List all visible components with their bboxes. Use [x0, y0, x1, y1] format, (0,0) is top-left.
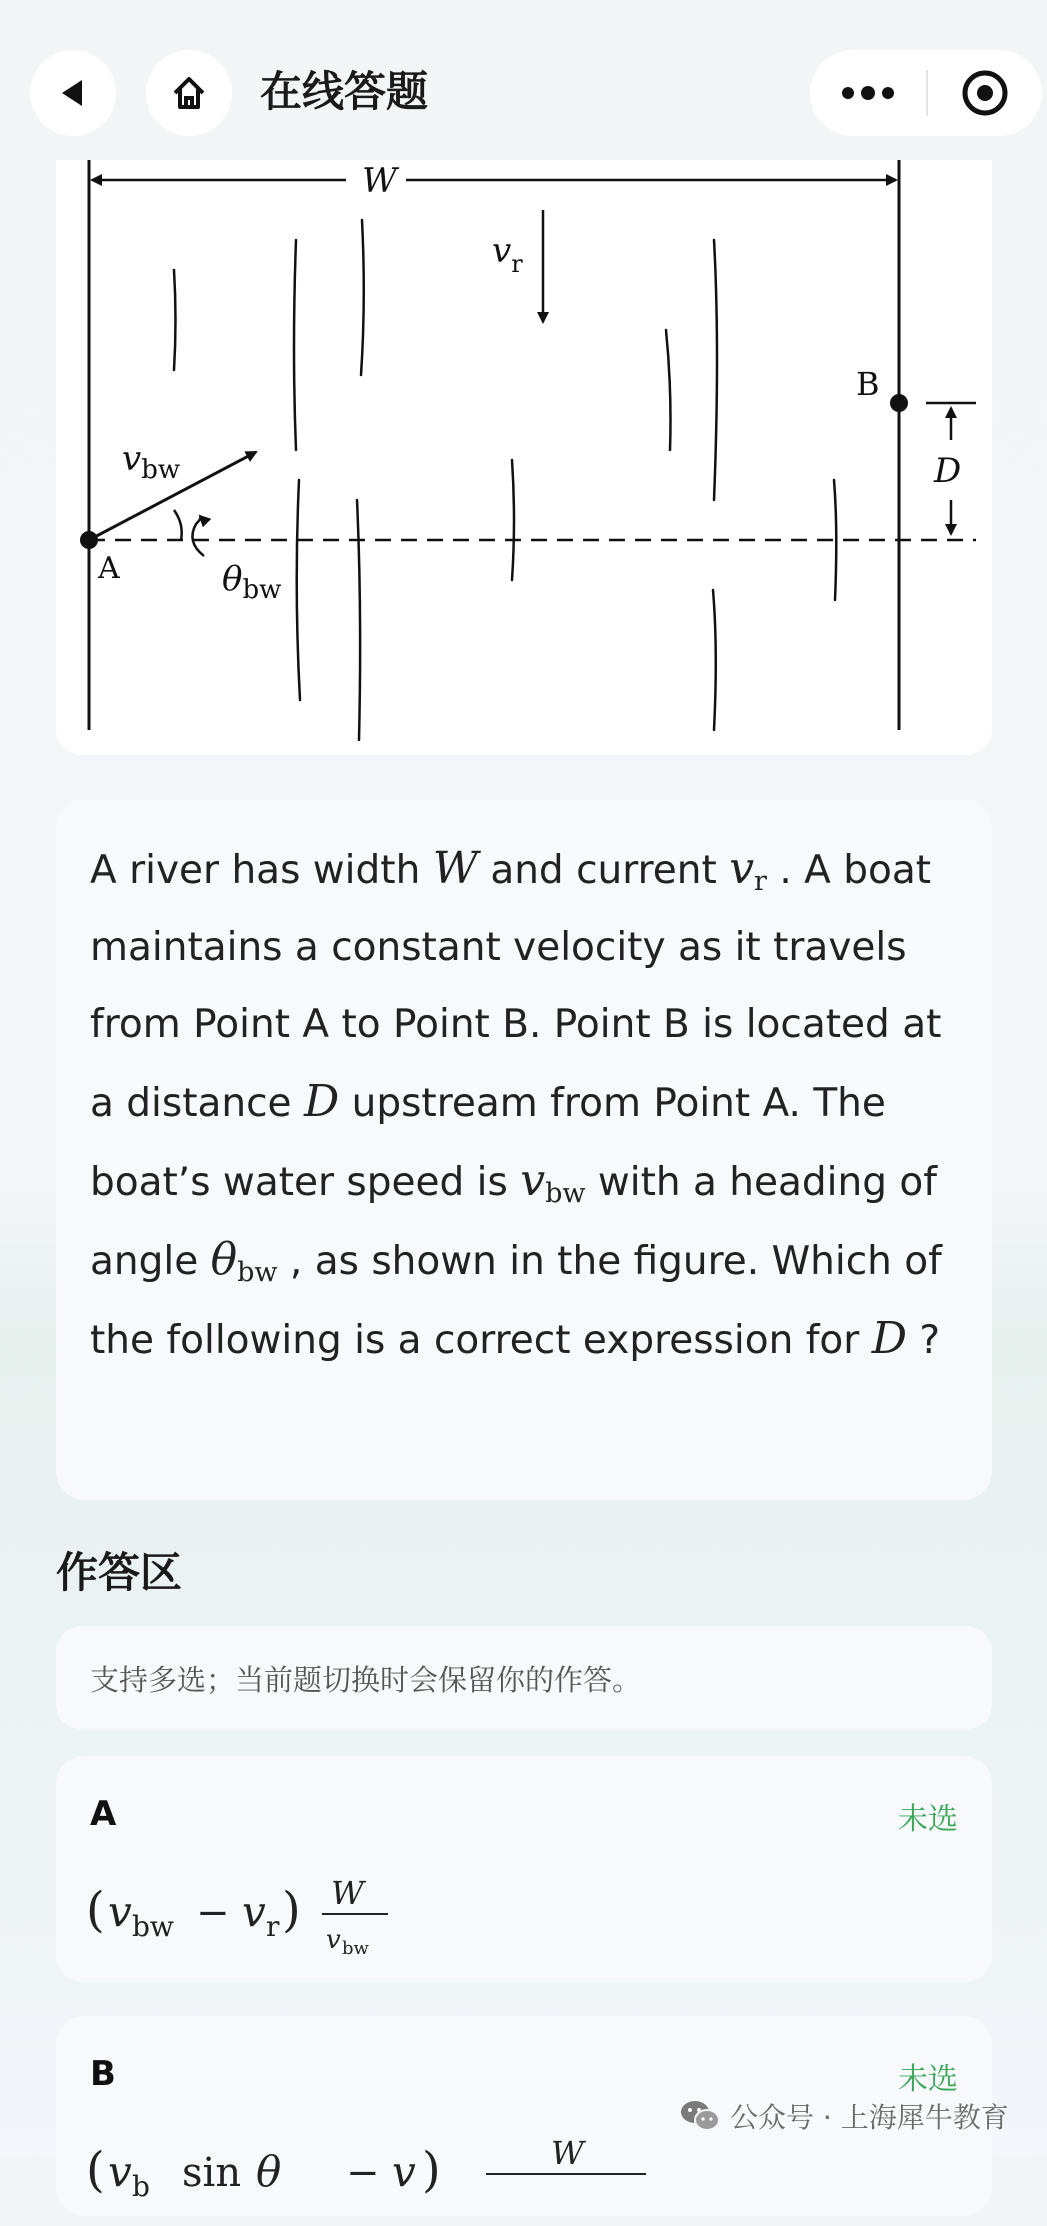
angle-arc — [174, 510, 182, 540]
svg-text:r: r — [266, 1910, 280, 1943]
d-label: D — [934, 451, 962, 491]
option-a-card[interactable] — [56, 1756, 992, 1982]
question-text-part: ? — [907, 1318, 941, 1363]
svg-text:−: − — [196, 1890, 230, 1936]
svg-text:W: W — [551, 2134, 584, 2172]
target-icon — [961, 69, 1009, 117]
svg-text:v: v — [392, 2147, 416, 2196]
question-text-part: with a heading of angle — [90, 1160, 937, 1284]
more-dots-icon — [841, 86, 895, 100]
question-text-part: , as shown in the figure. Which of the following is a correct expression for — [90, 1239, 942, 1363]
svg-text:v: v — [326, 1925, 341, 1955]
question-text-part: A river has width — [90, 848, 433, 893]
home-button[interactable] — [146, 50, 232, 136]
wechat-icon — [680, 2099, 720, 2133]
svg-text:W: W — [331, 1874, 364, 1912]
watermark-text: 公众号 · 上海犀牛教育 — [730, 2101, 1009, 2134]
current-label: $v_r$ — [492, 231, 523, 278]
svg-text:(: ( — [86, 1882, 105, 1938]
svg-text:bw: bw — [342, 1938, 369, 1959]
boat-velocity-label: $v_{bw}$ — [122, 439, 181, 485]
math-vbw: $v_{bw}$ — [520, 1155, 586, 1209]
point-a-label: A — [98, 551, 120, 586]
question-text-part: upstream from Point A. The boat’s water speed is — [90, 1081, 886, 1205]
math-d: D — [871, 1313, 907, 1364]
close-mini-program-button[interactable] — [928, 50, 1042, 136]
svg-text:sin: sin — [182, 2150, 242, 2196]
svg-text:v: v — [242, 1887, 266, 1936]
question-text — [90, 830, 970, 1379]
more-button[interactable] — [810, 50, 926, 136]
svg-text:): ) — [422, 2142, 441, 2198]
back-button[interactable] — [30, 50, 116, 136]
top-nav-bar — [0, 0, 1047, 160]
back-arrow-icon — [56, 76, 90, 110]
svg-text:v: v — [108, 2147, 132, 2196]
math-vr: $v_r$ — [729, 843, 767, 897]
svg-text:b: b — [132, 2170, 150, 2203]
math-theta: $\theta_{bw}$ — [210, 1234, 278, 1288]
svg-text:θ: θ — [256, 2147, 282, 2196]
math-w: W — [432, 843, 478, 894]
watermark — [680, 2094, 1009, 2138]
svg-text:): ) — [282, 1882, 301, 1938]
svg-text:−: − — [346, 2150, 380, 2196]
page-title: 在线答题 — [260, 67, 429, 116]
question-card — [56, 800, 992, 1500]
question-text-part: and current — [477, 848, 730, 893]
option-status: 未选 — [898, 1802, 958, 1837]
option-a-formula — [86, 1856, 426, 1966]
hint-text: 支持多选；当前题切换时会保留你的作答。 — [90, 1663, 642, 1697]
width-label: W — [362, 161, 397, 201]
river-ripples — [174, 220, 836, 740]
angle-label: $\theta_{bw}$ — [222, 559, 282, 605]
river-diagram — [56, 150, 992, 755]
hint-card — [56, 1626, 992, 1730]
svg-text:bw: bw — [132, 1910, 174, 1943]
figure-card — [56, 150, 992, 755]
answer-section-title: 作答区 — [56, 1548, 183, 1597]
point-b-label: B — [856, 365, 880, 403]
point-b — [890, 394, 908, 412]
math-d: D — [303, 1076, 340, 1127]
question-text-part: . A boat maintains a constant velocity as it travels from Point A to Point B. Point B is located at a distance — [90, 848, 942, 1126]
svg-text:v: v — [108, 1887, 132, 1936]
option-b-formula — [86, 2116, 686, 2226]
home-icon — [169, 73, 209, 113]
svg-text:(: ( — [86, 2142, 105, 2198]
angle-pointer — [192, 516, 204, 556]
option-letter: A — [90, 1794, 117, 1834]
option-status: 未选 — [898, 2062, 958, 2097]
option-letter: B — [90, 2054, 116, 2094]
mini-program-capsule — [810, 50, 1042, 136]
